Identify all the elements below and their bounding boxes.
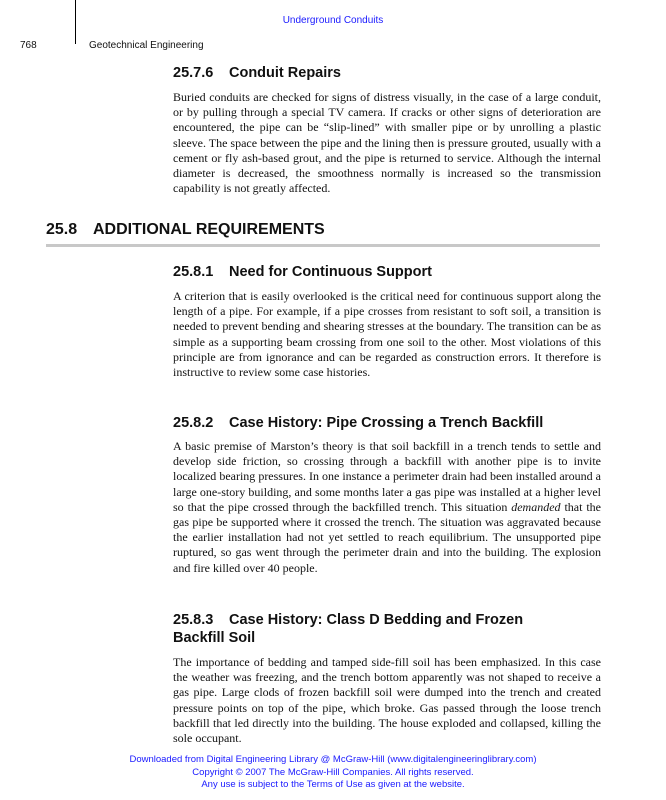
section-title: ADDITIONAL REQUIREMENTS bbox=[93, 221, 325, 238]
top-link-underground-conduits[interactable]: Underground Conduits bbox=[282, 15, 384, 26]
text-run: that the gas pipe be supported where it crossed the trench. The situation was aggravated because the earlier installation had not yet settled to reach equilibrium. The unsupported pipe ruptured, so gas went through the perimeter drain and into the building. The explosion and fire killed over 40 people. bbox=[173, 499, 602, 575]
heading-25-7-6 bbox=[173, 64, 341, 83]
section-number: 25.8 bbox=[46, 221, 78, 238]
heading-25-8-3-continued bbox=[173, 629, 255, 648]
section-number: 25.8.1 bbox=[173, 264, 214, 280]
emphasis-demanded: demanded bbox=[511, 499, 561, 514]
paragraph-text: Buried conduits are checked for signs of distress visually, in the case of a large conduit, or by pulling through a special TV camera. If cracks or other signs of deterioration are encountered, the pipe can be “slip-lined” with smaller pipe or by unrolling a plastic sleeve. The space between the pipe and the lining then is pressure grouted, usually with a cement or fly ash-based grout, and the pipe is returned to service. Although the internal diameter is decreased, the smoothness normally is increased so the transmission capability is not greatly affected. bbox=[173, 90, 601, 196]
heading-25-8-3 bbox=[173, 611, 523, 630]
paragraph-text: The importance of bedding and tamped side-fill soil has been emphasized. In this case the weather was freezing, and the trench bottom apparently was not shaped to receive a gas pipe. Large clods of frozen backfill soil were dumped into the trench and created pressure points on top of the pipe, which broke. Gas passed through the loose trench backfill that led directly into the building. The house exploded and collapsed, killing the sole occupant. bbox=[173, 655, 601, 746]
section-number: 25.8.3 bbox=[173, 612, 214, 628]
section-title-line2: Backfill Soil bbox=[173, 630, 256, 646]
running-title: Geotechnical Engineering bbox=[89, 40, 204, 51]
paragraph-text: A criterion that is easily overlooked is the critical need for continuous support along the length of a pipe. For example, if a pipe crosses from resistant to soft soil, a transition is needed to prevent bending and shearing stresses at the boundary. The transition can be as simple as a supporting beam crossing from one soil to the other. Most violations of this principle are from ignorance and can be regarded as construction errors. It therefore is instructive to review some case histories. bbox=[173, 289, 601, 380]
section-number: 25.8.2 bbox=[173, 415, 214, 431]
paragraph-text bbox=[173, 439, 601, 576]
section-rule bbox=[46, 244, 600, 247]
footer-download-link[interactable]: Downloaded from Digital Engineering Library @ McGraw-Hill (www.digitalengineeringlibrary.com) bbox=[129, 754, 537, 765]
section-number: 25.7.6 bbox=[173, 65, 214, 81]
paragraph-continuous-support bbox=[173, 289, 601, 380]
text-run: A basic premise of Marston’s theory is that soil backfill in a trench tends to settle and develop side friction, so crossing through a backfill with another pipe is to invite localized bearing pressures. In one instance a perimeter drain had been installed around a large one-story building, and some months later a gas pipe was installed at a higher level so that the pipe crossed through the backfilled trench. This situation bbox=[173, 439, 601, 514]
footer-notice bbox=[0, 754, 666, 792]
footer-copyright[interactable]: Copyright © 2007 The McGraw-Hill Companies. All rights reserved. bbox=[192, 766, 474, 778]
page-number: 768 bbox=[20, 40, 37, 51]
section-title: Conduit Repairs bbox=[229, 65, 341, 81]
section-title: Need for Continuous Support bbox=[229, 264, 432, 280]
paragraph-conduit-repairs bbox=[173, 90, 601, 196]
paragraph-class-d-bedding bbox=[173, 655, 601, 746]
paragraph-pipe-crossing bbox=[173, 439, 601, 576]
header-divider bbox=[75, 0, 76, 44]
heading-25-8-1 bbox=[173, 263, 432, 282]
section-title: Case History: Pipe Crossing a Trench Backfill bbox=[229, 415, 544, 431]
heading-25-8-2 bbox=[173, 414, 543, 433]
footer-terms[interactable]: Any use is subject to the Terms of Use as given at the website. bbox=[201, 779, 465, 790]
section-title-line1: Case History: Class D Bedding and Frozen bbox=[229, 612, 524, 628]
heading-25-8 bbox=[46, 221, 325, 239]
